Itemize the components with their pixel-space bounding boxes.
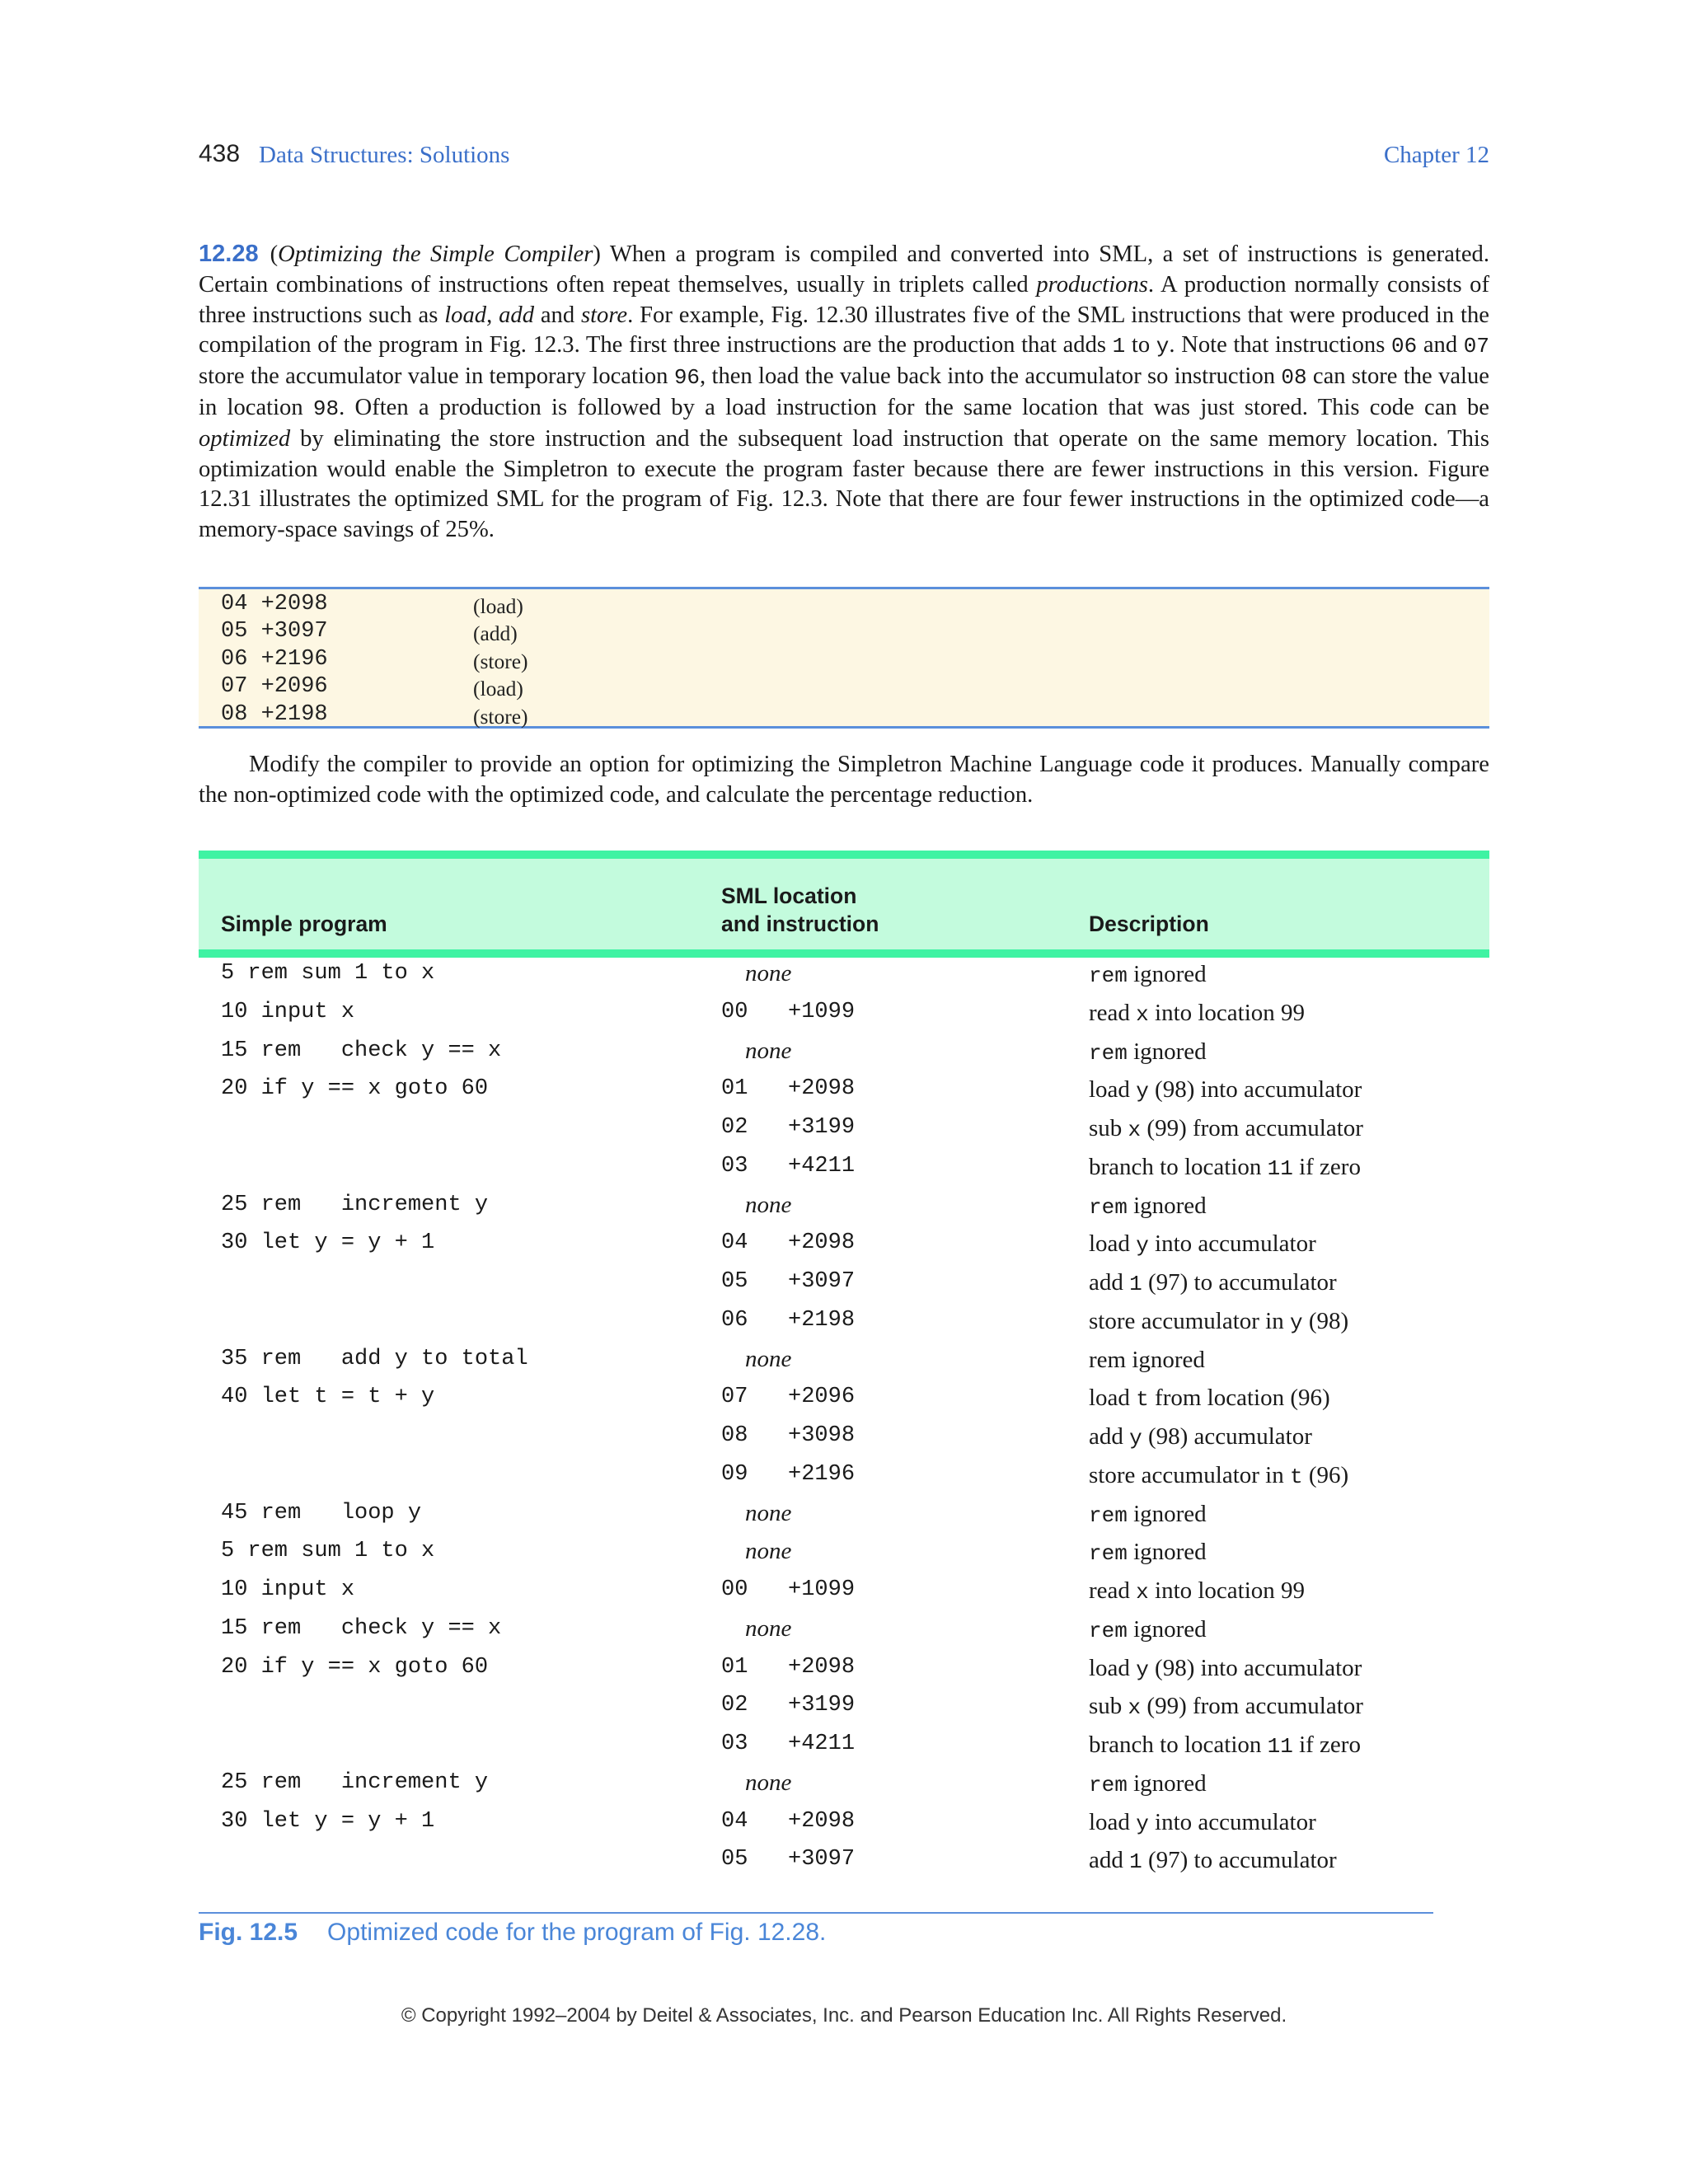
- inline-code: y: [1129, 1426, 1142, 1451]
- cell-description: [1089, 1652, 1362, 1685]
- cell-simple-program: 30 let y = y + 1: [221, 1808, 435, 1834]
- cell-simple-program: 40 let t = t + y: [221, 1385, 435, 1410]
- description-text: if zero: [1292, 1732, 1361, 1758]
- description-text: branch to location: [1089, 1732, 1268, 1758]
- description-text: ignored: [1127, 1038, 1207, 1065]
- table-row: [199, 1767, 1489, 1806]
- inline-code: x: [1128, 1695, 1142, 1721]
- cell-sml-instruction: 04 +2098: [721, 1230, 856, 1256]
- figure-caption: [199, 1919, 826, 1947]
- emphasis-load: load: [444, 302, 487, 328]
- cell-sml-instruction: none: [745, 1615, 792, 1642]
- description-text: load: [1089, 1076, 1137, 1104]
- description-text: sub: [1089, 1115, 1128, 1141]
- table-row: [199, 1844, 1489, 1882]
- table-row: [199, 1073, 1489, 1112]
- chapter-label: Chapter 12: [1383, 142, 1489, 168]
- description-text: ignored: [1127, 1192, 1207, 1219]
- inline-code: x: [1136, 1001, 1149, 1027]
- cell-description: [1089, 1074, 1362, 1107]
- code-comment: (load): [473, 677, 523, 701]
- exercise-text: by eliminating the store instruction and the subsequent load instruction that operate on the same memory location. This optimization would enable the Simpletron to execute the program faster because there are fewer instructions in this version. Figure 12.31 illustrates the optimized SML for the program of Fig. 12.3. Note that there are four fewer instructions in the optimized code—a memory-space savings of 25%.: [199, 425, 1489, 543]
- cell-sml-instruction: none: [745, 1191, 792, 1218]
- description-text: (98) into accumulator: [1148, 1654, 1362, 1681]
- description-text: (99) from accumulator: [1141, 1693, 1363, 1720]
- inline-code: y: [1136, 1657, 1149, 1682]
- exercise-text: store the accumulator value in temporary location: [199, 363, 674, 390]
- inline-code: 98: [312, 396, 340, 421]
- code-instruction: 06 +2196: [221, 646, 328, 672]
- description-text: read: [1089, 999, 1137, 1026]
- inline-code: y: [1156, 334, 1170, 359]
- description-text: ignored: [1127, 961, 1207, 987]
- figure-caption-text: Optimized code for the program of Fig. 12.28.: [327, 1919, 827, 1946]
- description-text: ignored: [1127, 1615, 1207, 1643]
- table-row: [199, 1806, 1489, 1844]
- cell-sml-instruction: none: [745, 1769, 792, 1796]
- exercise-text: When a program is compiled and converted into SML, a set of instructions is generated. Certain combinations of instructions often repeat themselves, usually in triplets called: [199, 241, 1489, 298]
- code-instruction: 08 +2198: [221, 701, 328, 727]
- code-comment: (add): [473, 621, 518, 646]
- description-text: rem ignored: [1089, 1346, 1205, 1373]
- description-text: load: [1089, 1654, 1137, 1681]
- inline-code: t: [1290, 1464, 1303, 1489]
- description-text: into location 99: [1148, 999, 1306, 1026]
- cell-simple-program: 15 rem check y == x: [221, 1038, 502, 1063]
- copyright-notice: © Copyright 1992–2004 by Deitel & Associates, Inc. and Pearson Education Inc. All Rights Reserved.: [401, 2004, 1287, 2027]
- column-header-description: Description: [1089, 912, 1209, 936]
- cell-sml-instruction: 03 +4211: [721, 1732, 856, 1756]
- code-line: [199, 646, 1489, 673]
- description-text: load: [1089, 1385, 1137, 1412]
- cell-description: [1089, 1267, 1337, 1300]
- cell-description: [1089, 1036, 1207, 1069]
- table-row: [199, 1613, 1489, 1652]
- inline-code: y: [1136, 1811, 1149, 1836]
- page-number: 438: [199, 140, 241, 167]
- table-row: [199, 1381, 1489, 1420]
- inline-code: 08: [1281, 365, 1307, 391]
- description-text: add: [1089, 1269, 1130, 1296]
- running-title: Data Structures: Solutions: [259, 142, 510, 168]
- description-text: (98) into accumulator: [1148, 1076, 1362, 1104]
- code-instruction: 05 +3097: [221, 619, 328, 644]
- cell-simple-program: 10 input x: [221, 1577, 355, 1602]
- inline-code: 1: [1112, 334, 1126, 359]
- description-text: (98) accumulator: [1142, 1423, 1312, 1450]
- cell-sml-instruction: none: [745, 1538, 792, 1565]
- cell-simple-program: 30 let y = y + 1: [221, 1230, 435, 1256]
- inline-code: y: [1136, 1079, 1149, 1104]
- description-text: store accumulator in: [1089, 1461, 1290, 1488]
- inline-code: rem: [1089, 1502, 1128, 1528]
- description-text: from location (96): [1148, 1385, 1330, 1412]
- exercise-text: . For example, Fig. 12.30 illustrates five of the SML instructions that were produced in the compilation of the program in Fig. 12.3. The first three instructions are the production that adds: [199, 302, 1489, 359]
- inline-code: 96: [673, 365, 701, 391]
- cell-sml-instruction: 00 +1099: [721, 999, 856, 1024]
- cell-sml-instruction: 07 +2096: [721, 1385, 856, 1410]
- table-row: [199, 958, 1489, 996]
- cell-description: [1089, 1113, 1363, 1146]
- figure-rule: [199, 1912, 1433, 1914]
- table-row: [199, 1497, 1489, 1536]
- table-row: [199, 1652, 1489, 1690]
- cell-sml-instruction: none: [745, 1345, 792, 1372]
- cell-simple-program: 45 rem loop y: [221, 1500, 422, 1526]
- description-text: (98): [1302, 1307, 1349, 1334]
- inline-code: x: [1128, 1118, 1142, 1142]
- table-header: [199, 851, 1489, 958]
- exercise-text: . Note that instructions: [1169, 332, 1391, 359]
- table-row: [199, 1728, 1489, 1767]
- table-row: [199, 1189, 1489, 1228]
- description-text: into location 99: [1148, 1577, 1306, 1604]
- cell-sml-instruction: 03 +4211: [721, 1153, 856, 1179]
- column-header-sml: [721, 882, 879, 938]
- cell-description: [1089, 1382, 1330, 1415]
- code-comment: (store): [473, 649, 528, 673]
- table-body: [199, 958, 1489, 1882]
- description-text: store accumulator in: [1089, 1307, 1290, 1334]
- table-row: [199, 1266, 1489, 1305]
- table-row: [199, 1035, 1489, 1074]
- cell-simple-program: 20 if y == x goto 60: [221, 1654, 489, 1680]
- emphasis-add: add: [499, 302, 534, 328]
- code-instruction: 07 +2096: [221, 674, 328, 700]
- cell-description: [1089, 1228, 1316, 1261]
- table-row: [199, 1305, 1489, 1343]
- cell-description: [1089, 1344, 1205, 1376]
- instruction-paragraph: Modify the compiler to provide an option for optimizing the Simpletron Machine Language code it produces. Manually compare the non-optimized code with the optimized code, and calculate the percentage reduction.: [199, 752, 1489, 808]
- column-header-sml-line2: and instruction: [721, 912, 879, 936]
- cell-sml-instruction: 01 +2098: [721, 1654, 856, 1680]
- table-row: [199, 1343, 1489, 1382]
- table-row: [199, 1574, 1489, 1613]
- exercise-text: ,: [486, 302, 499, 328]
- cell-description: [1089, 958, 1207, 991]
- emphasis-productions: productions: [1036, 271, 1148, 298]
- figure-label: Fig. 12.5: [199, 1919, 298, 1946]
- cell-sml-instruction: 05 +3097: [721, 1269, 856, 1294]
- exercise-text: to: [1125, 332, 1156, 359]
- cell-sml-instruction: 00 +1099: [721, 1577, 856, 1602]
- description-text: ignored: [1127, 1539, 1207, 1566]
- cell-sml-instruction: 08 +3098: [721, 1423, 856, 1448]
- code-comment: (load): [473, 594, 523, 618]
- cell-description: [1089, 1421, 1312, 1454]
- cell-description: [1089, 1768, 1207, 1801]
- exercise-text: can store the value in location: [199, 363, 1489, 420]
- exercise-text: . Often a production is followed by a load instruction for the same location that was just stored. This code can be: [339, 394, 1489, 420]
- description-text: ignored: [1127, 1769, 1207, 1797]
- cell-description: [1089, 1536, 1207, 1569]
- table-row: [199, 1459, 1489, 1497]
- column-header-sml-line1: SML location: [721, 883, 857, 908]
- cell-sml-instruction: 06 +2198: [721, 1307, 856, 1333]
- inline-code: t: [1136, 1387, 1149, 1413]
- table-row: [199, 1227, 1489, 1266]
- exercise-text: and: [1417, 332, 1464, 359]
- description-text: ignored: [1127, 1500, 1207, 1527]
- cell-description: [1089, 1729, 1361, 1762]
- cell-simple-program: 25 rem increment y: [221, 1192, 489, 1217]
- cell-description: [1089, 1151, 1361, 1184]
- inline-code: 1: [1129, 1272, 1142, 1296]
- inline-code: rem: [1089, 1541, 1128, 1567]
- cell-sml-instruction: 02 +3199: [721, 1693, 856, 1718]
- cell-sml-instruction: none: [745, 1037, 792, 1064]
- table-row: [199, 1112, 1489, 1151]
- cell-sml-instruction: none: [745, 1499, 792, 1526]
- cell-description: [1089, 1614, 1207, 1647]
- cell-simple-program: 15 rem check y == x: [221, 1615, 502, 1641]
- inline-code: rem: [1089, 1772, 1128, 1797]
- exercise-text: and: [533, 302, 581, 328]
- code-instruction: 04 +2098: [221, 592, 328, 616]
- inline-code: 06: [1391, 334, 1418, 359]
- cell-sml-instruction: 02 +3199: [721, 1115, 856, 1140]
- description-text: sub: [1089, 1693, 1128, 1720]
- exercise-text: , then load the value back into the accumulator so instruction: [700, 363, 1282, 390]
- description-text: (97) to accumulator: [1142, 1847, 1337, 1874]
- inline-code: rem: [1089, 1618, 1128, 1643]
- cell-description: [1089, 1190, 1207, 1223]
- description-text: into accumulator: [1148, 1808, 1316, 1835]
- code-line: [199, 673, 1489, 701]
- description-text: into accumulator: [1148, 1230, 1316, 1258]
- column-header-program: Simple program: [221, 912, 387, 936]
- inline-code: 11: [1267, 1155, 1293, 1181]
- code-line: [199, 618, 1489, 645]
- description-text: (99) from accumulator: [1141, 1115, 1363, 1141]
- cell-sml-instruction: 04 +2098: [721, 1808, 856, 1834]
- cell-description: [1089, 1498, 1207, 1531]
- cell-simple-program: 25 rem increment y: [221, 1769, 489, 1795]
- inline-code: 11: [1267, 1734, 1293, 1759]
- cell-simple-program: 5 rem sum 1 to x: [221, 1539, 435, 1564]
- running-header: [199, 140, 1489, 176]
- table-row: [199, 1690, 1489, 1728]
- description-text: add: [1089, 1847, 1130, 1874]
- table-row: [199, 1420, 1489, 1459]
- table-row: [199, 1151, 1489, 1189]
- exercise-text: . A production normally consists of three instructions such as: [199, 271, 1489, 328]
- exercise-paragraph: 12.28 (Optimizing the Simple Compiler) When a program is compiled and converted into SML, a set of instructions is generated. Certain combinations of instructions often repeat themselves, usually in triplets called productions. A production normally consists of three instructions such as load, add and store. For example, Fig. 12.30 illustrates five of the SML instructions that were produced in the compilation of the program in Fig. 12.3. The first three instructions are the production that adds 1 to y. Note that instructions 06 and 07 store the accumulator value in temporary location 96, then load the value back into the accumulator so instruction 08 can store the value in location 98. Often a production is followed by a load instruction for the same location that was just stored. This code can be optimized by eliminating the store instruction and the subsequent load instruction that operate on the same memory location. This optimization would enable the Simpletron to execute the program faster because there are fewer instructions in this version. Figure 12.31 illustrates the optimized SML for the program of Fig. 12.3. Note that there are four fewer instructions in the optimized code—a memory-space savings of 25%.: [199, 241, 1489, 543]
- inline-code: y: [1290, 1310, 1303, 1335]
- cell-simple-program: 10 input x: [221, 999, 355, 1024]
- emphasis-optimized: optimized: [199, 425, 291, 452]
- inline-code: x: [1136, 1580, 1149, 1605]
- inline-code: 07: [1463, 334, 1489, 359]
- cell-simple-program: 5 rem sum 1 to x: [221, 961, 435, 986]
- description-text: load: [1089, 1808, 1137, 1835]
- cell-description: [1089, 1305, 1348, 1338]
- cell-simple-program: 35 rem add y to total: [221, 1346, 528, 1371]
- code-line: [199, 701, 1489, 729]
- table-row: [199, 1535, 1489, 1574]
- description-text: (97) to accumulator: [1142, 1269, 1337, 1296]
- description-text: if zero: [1292, 1153, 1361, 1180]
- description-text: load: [1089, 1230, 1137, 1258]
- inline-code: rem: [1089, 1194, 1128, 1220]
- cell-description: [1089, 1460, 1348, 1493]
- description-text: add: [1089, 1423, 1130, 1450]
- inline-code: 1: [1129, 1849, 1142, 1875]
- cell-simple-program: 20 if y == x goto 60: [221, 1076, 489, 1102]
- exercise-title: Optimizing the Simple Compiler: [278, 241, 593, 267]
- code-example-box: [199, 587, 1489, 729]
- code-comment: (store): [473, 704, 528, 729]
- description-text: read: [1089, 1577, 1137, 1604]
- inline-code: y: [1136, 1233, 1149, 1258]
- description-text: (96): [1302, 1461, 1349, 1488]
- exercise-number: 12.28: [199, 241, 259, 267]
- cell-sml-instruction: 05 +3097: [721, 1847, 856, 1872]
- table-row: [199, 996, 1489, 1035]
- inline-code: rem: [1089, 963, 1128, 988]
- cell-description: [1089, 997, 1305, 1030]
- code-line: [199, 591, 1489, 618]
- cell-description: [1089, 1690, 1363, 1723]
- cell-sml-instruction: 01 +2098: [721, 1076, 856, 1102]
- cell-sml-instruction: 09 +2196: [721, 1461, 856, 1487]
- cell-description: [1089, 1575, 1305, 1608]
- cell-description: [1089, 1844, 1337, 1877]
- description-text: branch to location: [1089, 1153, 1268, 1180]
- cell-sml-instruction: none: [745, 960, 792, 987]
- emphasis-store: store: [580, 302, 628, 328]
- inline-code: rem: [1089, 1040, 1128, 1066]
- cell-description: [1089, 1807, 1316, 1840]
